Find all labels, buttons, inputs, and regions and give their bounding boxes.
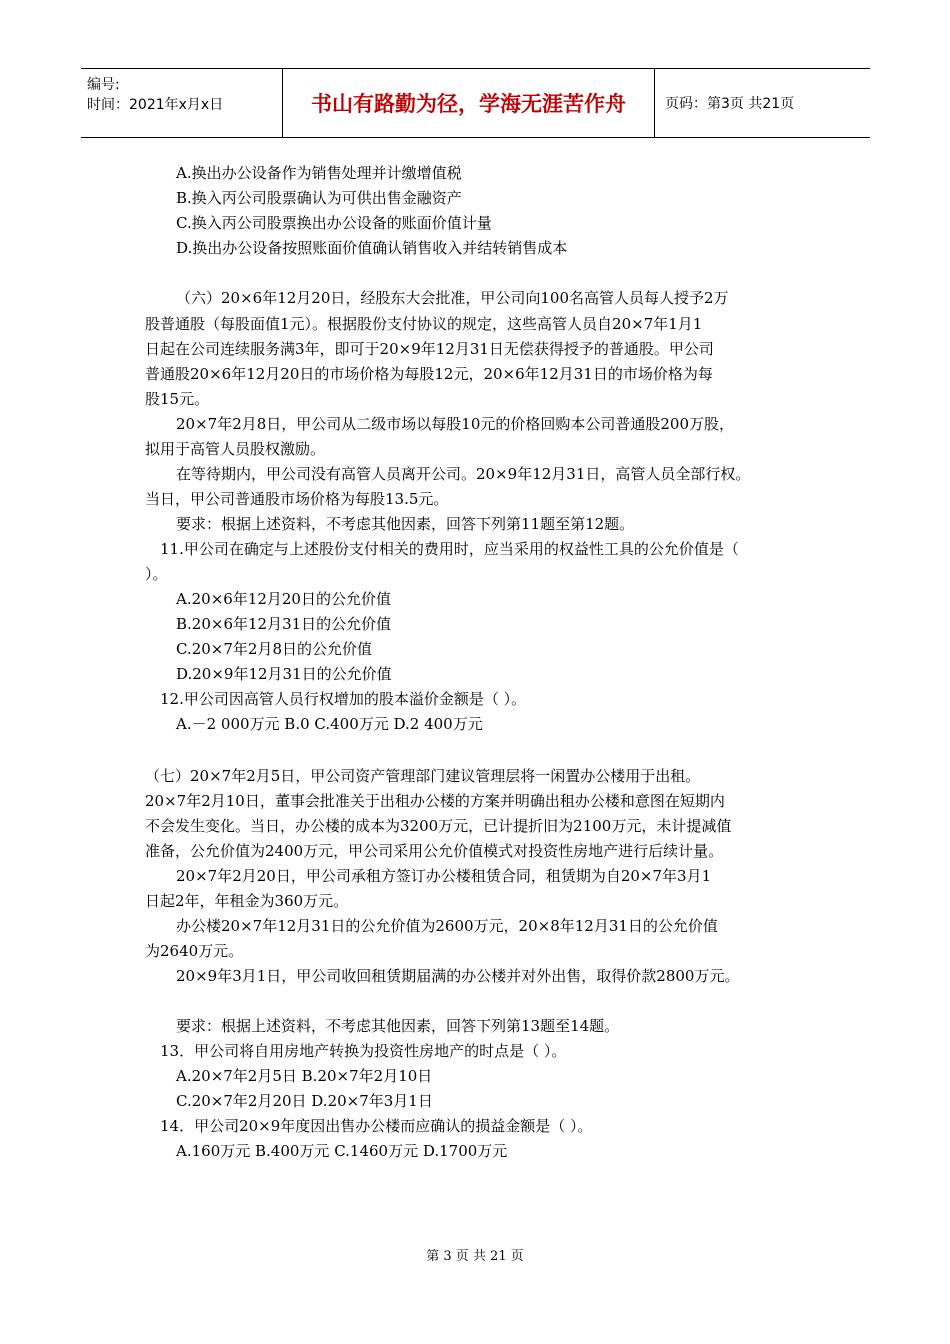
page-footer: 第 3 页 共 21 页 [426, 1249, 524, 1264]
option-line: A.20×6年12月20日的公允价值 [176, 590, 391, 608]
paragraph-line: 20×7年2月10日，董事会批准关于出租办公楼的方案并明确出租办公楼和意图在短期内 [145, 792, 725, 810]
paragraph-line: 当日，甲公司普通股市场价格为每股13.5元。 [145, 490, 449, 508]
option-line: C.20×7年2月20日 D.20×7年3月1日 [176, 1092, 433, 1110]
requirement-line: 要求：根据上述资料，不考虑其他因素，回答下列第13题至14题。 [176, 1017, 620, 1035]
option-line: C.20×7年2月8日的公允价值 [176, 640, 372, 658]
option-line: A.20×7年2月5日 B.20×7年2月10日 [176, 1067, 433, 1085]
requirement-line: 要求：根据上述资料，不考虑其他因素，回答下列第11题至第12题。 [176, 515, 635, 533]
question-line: 14．甲公司20×9年度因出售办公楼而应确认的损益金额是（ ）。 [160, 1117, 593, 1135]
paragraph-line: 办公楼20×7年12月31日的公允价值为2600万元，20×8年12月31日的公允价值 [176, 917, 718, 935]
paragraph-line: 20×9年3月1日，甲公司收回租赁期届满的办公楼并对外出售，取得价款2800万元。 [176, 967, 740, 985]
option-line: B.换入丙公司股票确认为可供出售金融资产 [176, 189, 462, 207]
option-line: D.换出办公设备按照账面价值确认销售收入并结转销售成本 [176, 239, 568, 257]
paragraph-line: 在等待期内，甲公司没有高管人员离开公司。20×9年12月31日，高管人员全部行权。 [176, 465, 751, 483]
paragraph-line: （六）20×6年12月20日，经股东大会批准，甲公司向100名高管人员每人授予2万 [176, 289, 729, 307]
paragraph-line: 股15元。 [145, 390, 210, 408]
header-left [81, 69, 283, 137]
page-header [81, 68, 870, 138]
question-line: 12.甲公司因高管人员行权增加的股本溢价金额是（ ）。 [160, 690, 527, 708]
header-motto: 书山有路勤为径，学海无涯苦作舟 [283, 69, 655, 137]
question-line: 11.甲公司在确定与上述股份支付相关的费用时，应当采用的权益性工具的公允价值是（ [160, 540, 739, 558]
option-line: C.换入丙公司股票换出办公设备的账面价值计量 [176, 214, 492, 232]
paragraph-line: 日起2年，年租金为360万元。 [145, 892, 349, 910]
option-line: A.160万元 B.400万元 C.1460万元 D.1700万元 [176, 1142, 508, 1160]
question-line: 13．甲公司将自用房地产转换为投资性房地产的时点是（ ）。 [160, 1042, 567, 1060]
option-line: D.20×9年12月31日的公允价值 [176, 665, 392, 683]
paragraph-line: 拟用于高管人员股权激励。 [145, 440, 326, 458]
paragraph-line: 普通股20×6年12月20日的市场价格为每股12元，20×6年12月31日的市场价格为每 [145, 365, 713, 383]
time-label: 时间：2021年x月x日 [87, 97, 224, 113]
paragraph-line: 不会发生变化。当日，办公楼的成本为3200万元，已计提折旧为2100万元，未计提减值 [145, 817, 732, 835]
paragraph-line: 20×7年2月8日，甲公司从二级市场以每股10元的价格回购本公司普通股200万股， [176, 415, 735, 433]
paragraph-line: 为2640万元。 [145, 942, 244, 960]
paragraph-line: 20×7年2月20日，甲公司承租方签订办公楼租赁合同，租赁期为自20×7年3月1 [176, 867, 712, 885]
header-page-label: 页码：第3页 共21页 [665, 96, 795, 112]
option-line: A.－2 000万元 B.0 C.400万元 D.2 400万元 [176, 715, 483, 733]
paragraph-line: （七）20×7年2月5日，甲公司资产管理部门建议管理层将一闲置办公楼用于出租。 [145, 767, 701, 785]
option-line: A.换出办公设备作为销售处理并计缴增值税 [176, 164, 462, 182]
option-line: B.20×6年12月31日的公允价值 [176, 615, 392, 633]
paragraph-line: 股普通股（每股面值1元）。根据股份支付协议的规定，这些高管人员自20×7年1月1 [145, 315, 703, 333]
paragraph-line: 日起在公司连续服务满3年，即可于20×9年12月31日无偿获得授予的普通股。甲公司 [145, 340, 714, 358]
paragraph-line: 准备，公允价值为2400万元，甲公司采用公允价值模式对投资性房地产进行后续计量。 [145, 842, 724, 860]
number-label: 编号: [87, 77, 120, 93]
question-line: ）。 [145, 565, 168, 583]
